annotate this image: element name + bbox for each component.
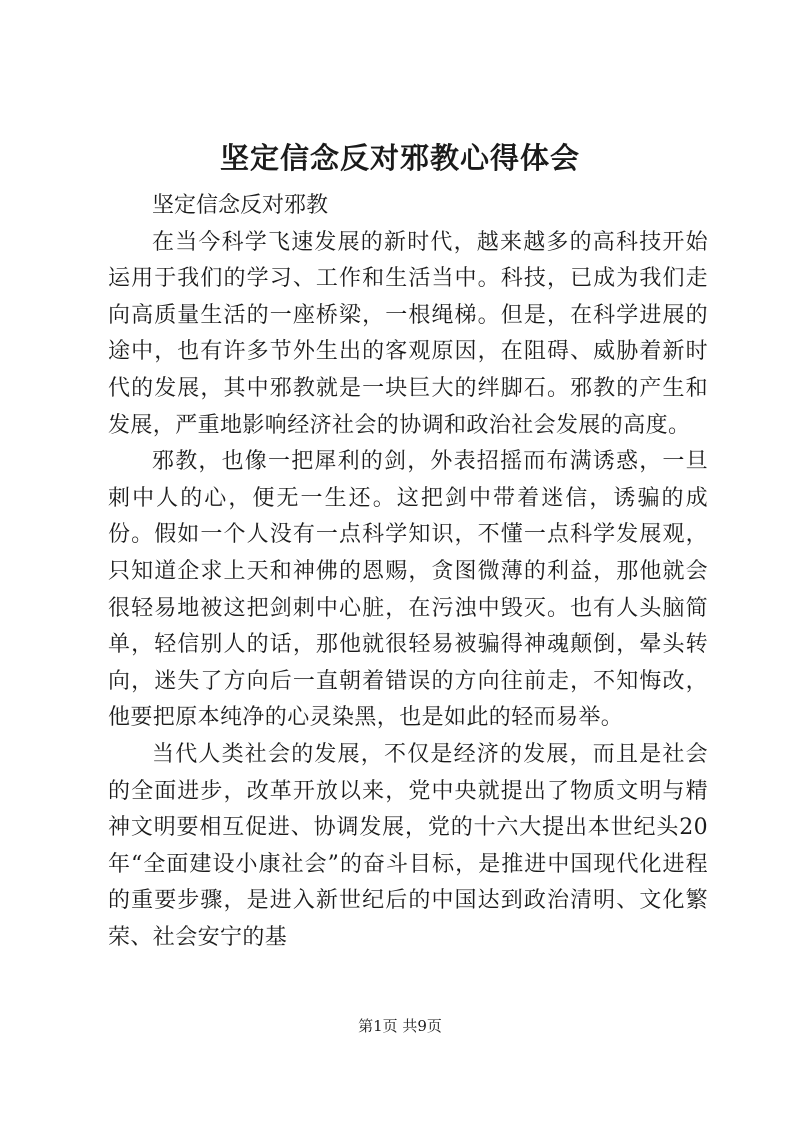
document-body xyxy=(108,188,708,956)
paragraph-3: 当代人类社会的发展，不仅是经济的发展，而且是社会的全面进步，改革开放以来，党中央就提出了物质文明与精神文明要相互促进、协调发展，党的十六大提出本世纪头20年“全面建设小康社会”的奋斗目标，是推进中国现代化进程的重要步骤，是进入新世纪后的中国达到政治清明、文化繁荣、社会安宁的基 xyxy=(108,741,708,950)
page-footer: 第1页 共9页 xyxy=(358,1017,442,1035)
paragraph-1: 在当今科学飞速发展的新时代，越来越多的高科技开始运用于我们的学习、工作和生活当中。科技，已成为我们走向高质量生活的一座桥梁，一根绳梯。但是，在科学进展的途中，也有许多节外生出的客观原因，在阻碍、威胁着新时代的发展，其中邪教就是一块巨大的绊脚石。邪教的产生和发展，严重地影响经济社会的协调和政治社会发展的高度。 xyxy=(108,229,708,438)
document-subtitle: 坚定信念反对邪教 xyxy=(152,193,329,218)
document-title: 坚定信念反对邪教心得体会 xyxy=(219,141,580,175)
paragraph-2: 邪教，也像一把犀利的剑，外表招摇而布满诱惑，一旦刺中人的心，便无一生还。这把剑中带着迷信，诱骗的成份。假如一个人没有一点科学知识，不懂一点科学发展观，只知道企求上天和神佛的恩赐，贪图微薄的利益，那他就会很轻易地被这把剑刺中心脏，在污浊中毁灭。也有人头脑简单，轻信别人的话，那他就很轻易被骗得神魂颠倒，晕头转向，迷失了方向后一直朝着错误的方向往前走，不知悔改，他要把原本纯净的心灵染黑，也是如此的轻而易举。 xyxy=(108,449,708,731)
